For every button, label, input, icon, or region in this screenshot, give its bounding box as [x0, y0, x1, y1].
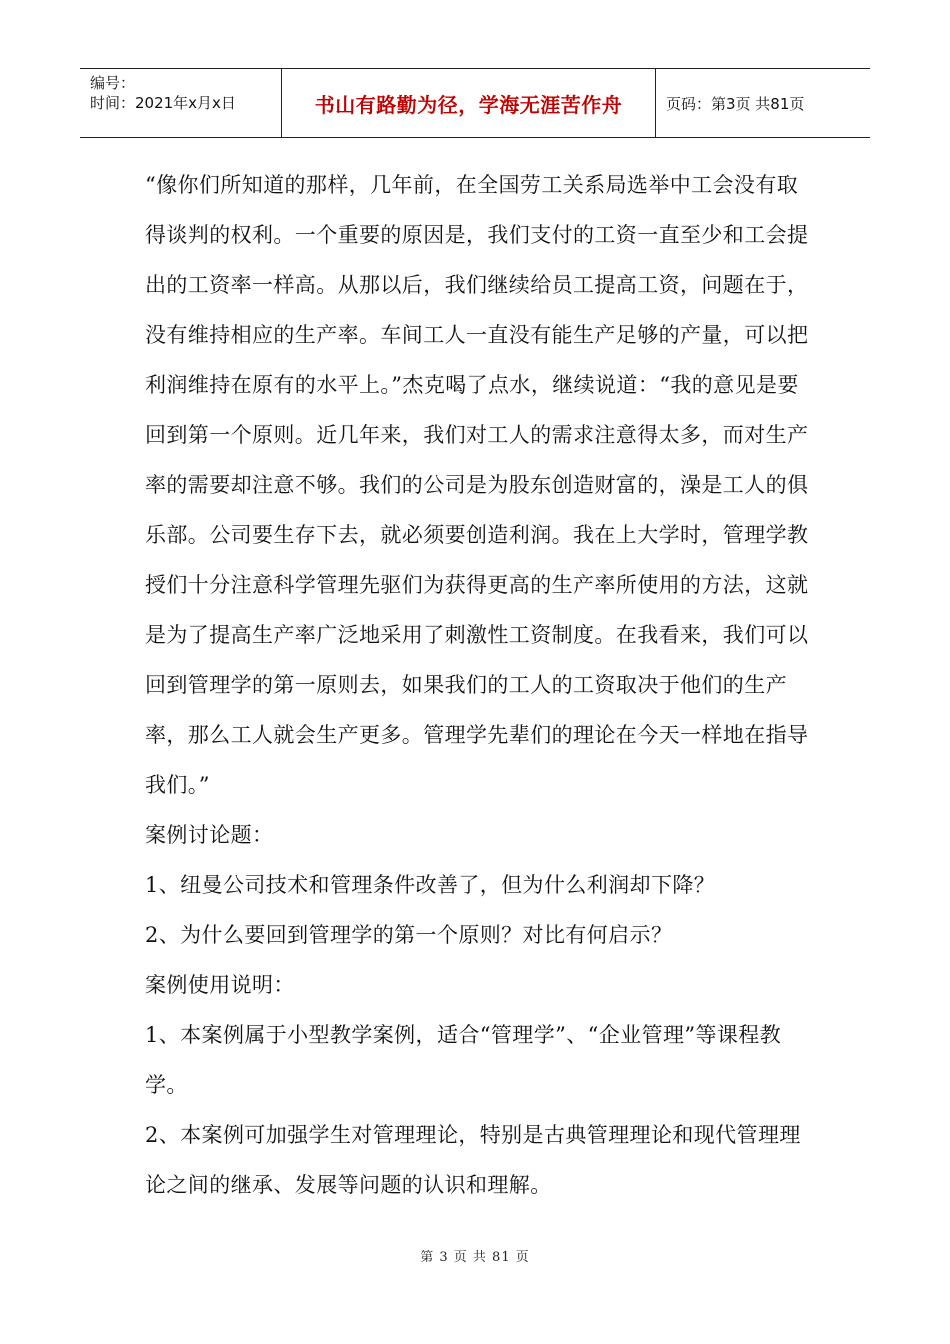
discussion-question-1: 1、纽曼公司技术和管理条件改善了，但为什么利润却下降？ [145, 873, 716, 897]
document-number-label: 编号： [90, 74, 136, 92]
header-meta [80, 69, 282, 137]
page-footer: 第 3 页 共 81 页 [420, 1250, 530, 1265]
usage-note-1: 1、本案例属于小型教学案例，适合“管理学”、“企业管理”等课程教学。 [145, 1023, 782, 1097]
paragraph-quote: “像你们所知道的那样，几年前，在全国劳工关系局选举中工会没有取得谈判的权利。一个重要的原因是，我们支付的工资一直至少和工会提出的工资率一样高。从那以后，我们继续给员工提高工资，问题在于，没有维持相应的生产率。车间工人一直没有能生产足够的产量，可以把利润维持在原有的水平上。”杰克喝了点水，继续说道：“我的意见是要回到第一个原则。近几年来，我们对工人的需求注意得太多，而对生产率的需要却注意不够。我们的公司是为股东创造财富的，澡是工人的俱乐部。公司要生存下去，就必须要创造利润。我在上大学时，管理学教授们十分注意科学管理先驱们为获得更高的生产率所使用的方法，这就是为了提高生产率广泛地采用了刺激性工资制度。在我看来，我们可以回到管理学的第一原则去，如果我们的工人的工资取决于他们的生产率，那么工人就会生产更多。管理学先辈们的理论在今天一样地在指导我们。” [145, 173, 809, 797]
discussion-heading: 案例讨论题： [145, 823, 274, 847]
discussion-question-2: 2、为什么要回到管理学的第一个原则？对比有何启示？ [145, 923, 673, 947]
usage-heading: 案例使用说明： [145, 973, 295, 997]
header-motto: 书山有路勤为径，学海无涯苦作舟 [282, 69, 656, 137]
header-page-info: 页码：第3页 共81页 [666, 94, 805, 113]
document-body [145, 160, 815, 1210]
document-date: 时间：2021年x月x日 [90, 94, 236, 112]
page-header [80, 68, 870, 138]
usage-note-2: 2、本案例可加强学生对管理理论，特别是古典管理理论和现代管理理论之间的继承、发展等问题的认识和理解。 [145, 1123, 801, 1197]
